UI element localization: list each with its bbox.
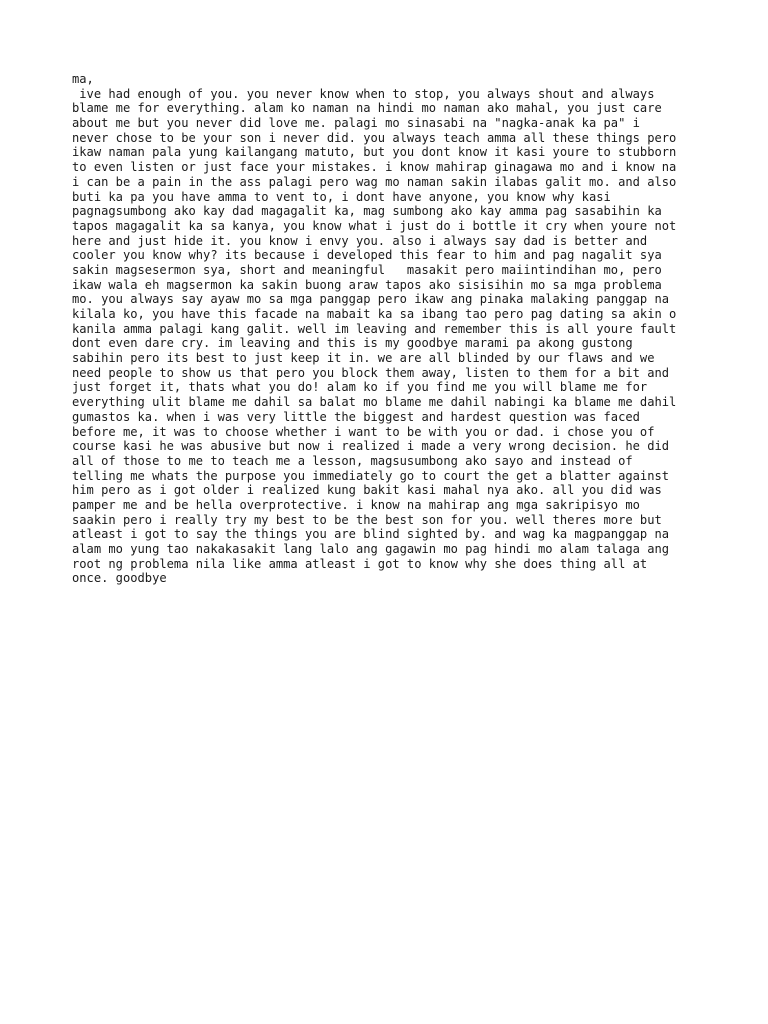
letter-line: i can be a pain in the ass palagi pero wag mo naman sakin ilabas galit mo. and also xyxy=(72,174,677,189)
letter-line: root ng problema nila like amma atleast i got to know why she does thing all at xyxy=(72,556,648,571)
letter-line: need people to show us that pero you block them away, listen to them for a bit and xyxy=(72,365,670,380)
letter-line: alam mo yung tao nakakasakit lang lalo ang gagawin mo pag hindi mo alam talaga ang xyxy=(72,542,670,556)
letter-line: sakin magsesermon sya, short and meaningful masakit pero maiintindihan mo, pero xyxy=(72,262,662,277)
letter-line: pagnagsumbong ako kay dad magagalit ka, mag sumbong ako kay amma pag sasabihin ka xyxy=(72,204,662,219)
letter-line: tapos magagalit ka sa kanya, you know what i just do i bottle it cry when youre not xyxy=(72,218,677,233)
letter-salutation: ma, xyxy=(72,72,94,86)
letter-line: never chose to be your son i never did. you always teach amma all these things pero xyxy=(72,130,677,145)
letter-line: dont even dare cry. im leaving and this is my goodbye marami pa akong gustong xyxy=(72,336,633,351)
letter-line: here and just hide it. you know i envy you. also i always say dad is better and xyxy=(72,233,648,248)
letter-line: sabihin pero its best to just keep it in. we are all blinded by our flaws and we xyxy=(72,351,655,366)
letter-line: saakin pero i really try my best to be the best son for you. well theres more but xyxy=(72,512,662,527)
letter-line: once. goodbye xyxy=(72,571,167,586)
letter-line: pamper me and be hella overprotective. i know na mahirap ang mga sakripisyo mo xyxy=(72,497,640,512)
letter-line: just forget it, thats what you do! alam ko if you find me you will blame me for xyxy=(72,380,648,395)
letter-line: course kasi he was abusive but now i realized i made a very wrong decision. he did xyxy=(72,439,670,454)
letter-line: buti ka pa you have amma to vent to, i dont have anyone, you know why kasi xyxy=(72,189,611,204)
letter-line: him pero as i got older i realized kung bakit kasi mahal nya ako. all you did was xyxy=(72,483,662,498)
letter-line: all of those to me to teach me a lesson, magsusumbong ako sayo and instead of xyxy=(72,453,633,468)
letter-line: blame me for everything. alam ko naman na hindi mo naman ako mahal, you just care xyxy=(72,101,662,116)
letter-line: everything ulit blame me dahil sa balat mo blame me dahil nabingi ka blame me dahil xyxy=(72,395,677,410)
letter-line: kanila amma palagi kang galit. well im leaving and remember this is all youre fault xyxy=(72,321,677,336)
letter-line: gumastos ka. when i was very little the biggest and hardest question was faced xyxy=(72,409,640,424)
letter-line: atleast i got to say the things you are blind sighted by. and wag ka magpanggap na xyxy=(72,527,670,542)
letter-line: to even listen or just face your mistakes. i know mahirap ginagawa mo and i know na xyxy=(72,160,677,175)
letter-line: before me, it was to choose whether i want to be with you or dad. i chose you of xyxy=(72,424,655,439)
letter-line: ive had enough of you. you never know when to stop, you always shout and always xyxy=(72,86,655,101)
letter-line: ikaw naman pala yung kailangang matuto, but you dont know it kasi youre to stubborn xyxy=(72,145,677,160)
letter-line: about me but you never did love me. palagi mo sinasabi na "nagka-anak ka pa" i xyxy=(72,116,640,131)
letter-line: kilala ko, you have this facade na mabait ka sa ibang tao pero pag dating sa akin o xyxy=(72,307,677,321)
letter-line: mo. you always say ayaw mo sa mga panggap pero ikaw ang pinaka malaking panggap na xyxy=(72,292,670,307)
letter-body xyxy=(72,72,712,586)
letter-line: ikaw wala eh magsermon ka sakin buong araw tapos ako sisisihin mo sa mga problema xyxy=(72,277,662,292)
letter-line: cooler you know why? its because i developed this fear to him and pag nagalit sya xyxy=(72,248,662,263)
letter-line: telling me whats the purpose you immediately go to court the get a blatter against xyxy=(72,468,670,483)
